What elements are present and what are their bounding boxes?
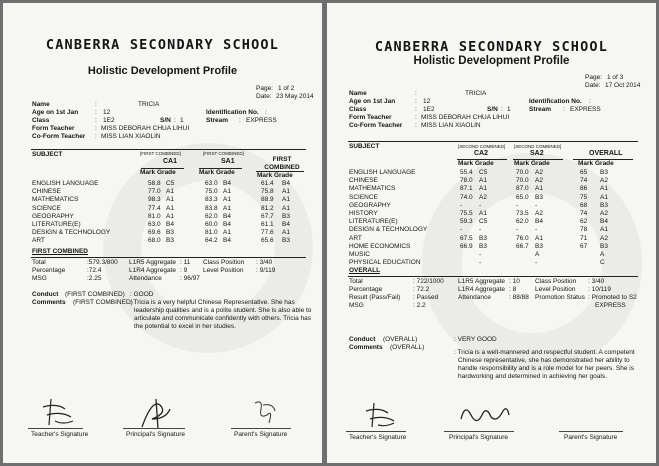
school-name: CANBERRA SECONDARY SCHOOL	[45, 37, 280, 53]
grade-cell: B3	[535, 193, 543, 201]
subject-name: SCIENCE	[349, 193, 378, 201]
teacher-signature-label: Teacher's Signature	[349, 434, 407, 441]
grade-cell: A1	[166, 188, 174, 196]
mark-cell: 78	[580, 226, 588, 234]
mark-cell: 70.0	[516, 177, 529, 185]
stream-value: EXPRESS	[246, 117, 277, 124]
class-value: 1E2	[103, 117, 115, 124]
age-colon: :	[95, 109, 97, 116]
grade-cell: B4	[223, 237, 231, 245]
subject-name: MUSIC	[349, 251, 370, 258]
grade-cell: B3	[535, 242, 543, 250]
grade-cell: B3	[166, 237, 174, 245]
grade-cell: B4	[600, 218, 608, 226]
principal-signature-mark	[455, 401, 515, 431]
mark-cell: 62.0	[516, 218, 529, 226]
l1r5-value: : 10	[509, 278, 520, 285]
sn-value: 1	[507, 106, 511, 113]
total-label: Total	[32, 259, 46, 266]
col-ca1: CA1	[163, 158, 178, 165]
subject-name: MATHEMATICS	[349, 185, 396, 193]
mark-cell: 75	[580, 193, 588, 201]
grade-cell: A1	[282, 196, 290, 204]
page-label: Page:	[585, 74, 602, 81]
mark-grade-first: Mark Grade	[257, 172, 293, 179]
mark-cell: 64.2	[205, 237, 218, 245]
age-label: Age on 1st Jan	[32, 109, 79, 116]
mark-cell: 69.6	[148, 229, 161, 237]
mark-cell: 67.5	[460, 234, 473, 242]
name-label: Name	[349, 90, 367, 97]
subject-header: SUBJECT	[349, 143, 380, 150]
subject-name: CHINESE	[32, 188, 61, 196]
mark-cell: 65	[580, 169, 588, 176]
grade-cell: A1	[223, 229, 231, 237]
grade-cell: B3	[479, 242, 487, 250]
class-colon: :	[95, 117, 97, 124]
grade-cell: A1	[479, 185, 487, 193]
mark-cell: 77.0	[148, 188, 161, 196]
grade-cell: B3	[282, 237, 290, 245]
form-teacher-value: MISS DEBORAH CHUA LIHUI	[101, 125, 190, 132]
comment-line: the potential to excel in her studies.	[134, 323, 236, 330]
mark-cell: 81.0	[148, 212, 161, 220]
col-sa1: SA1	[221, 158, 235, 165]
teacher-signature-mark	[364, 399, 404, 431]
comment-line: : Tricia is a very helpful Chinese Representative. She has	[130, 299, 295, 306]
conduct-tag: (OVERALL)	[383, 336, 418, 343]
subject-name: SCIENCE	[32, 204, 61, 212]
mark-cell: 61.1	[261, 221, 274, 228]
subject-name: PHYSICAL EDUCATION	[349, 259, 421, 267]
mark-cell: 66.9	[460, 242, 473, 250]
promotion-stream: EXPRESS	[595, 302, 626, 309]
subject-name: ENGLISH LANGUAGE	[349, 169, 416, 176]
grade-cell: B4	[223, 212, 231, 220]
mark-cell: 67.7	[261, 212, 274, 220]
mark-cell: 68.0	[148, 237, 161, 245]
form-teacher-label: Form Teacher	[32, 125, 75, 132]
mark-cell: 58.8	[148, 180, 161, 187]
mark-cell: 78.0	[460, 177, 473, 185]
l1r5-label: L1R5 Aggregate	[458, 278, 505, 285]
grade-cell: A2	[600, 210, 608, 217]
attendance-value: : 88/88	[509, 294, 529, 301]
mark-cell: 87.0	[516, 185, 529, 193]
col-first-combined: FIRST COMBINED	[264, 156, 300, 171]
msg-value: : 2.2	[413, 302, 426, 309]
comment-line: handle responsibility and is a role model for her peers. She is	[458, 365, 634, 372]
mark-cell: 81.0	[205, 229, 218, 237]
mark-cell: 59.3	[460, 218, 473, 226]
mark-cell: 74	[580, 177, 588, 185]
percentage-value: : 72.2	[413, 286, 430, 293]
subject-name: MATHEMATICS	[32, 196, 79, 204]
mark-grade-ca1: Mark Grade	[140, 169, 176, 176]
level-position-value: : 9/119	[256, 267, 276, 274]
percentage-value: :72.4	[87, 267, 102, 274]
grade-cell: A	[600, 251, 605, 258]
mark-cell: 66.7	[516, 242, 529, 250]
grade-cell: A1	[535, 185, 543, 193]
subject-name: HOME ECONOMICS	[349, 242, 411, 250]
mark-cell: -	[460, 201, 463, 209]
mark-cell: 71	[580, 234, 588, 242]
parent-signature-mark	[251, 397, 281, 427]
id-label: Identification No.	[529, 98, 582, 105]
class-value: 1E2	[423, 106, 435, 113]
age-value: 12	[103, 109, 111, 116]
stream-colon: :	[563, 106, 565, 113]
id-colon: :	[265, 109, 267, 116]
grade-cell: B4	[282, 221, 290, 228]
co-form-teacher-colon: :	[95, 133, 97, 140]
date-label: Date:	[256, 93, 272, 100]
sn-label: S/N	[487, 106, 498, 113]
percentage-label: Percentage	[349, 286, 383, 293]
subject-name: ENGLISH LANGUAGE	[32, 180, 99, 187]
mark-cell: 75.5	[460, 210, 473, 217]
grade-cell: A1	[600, 193, 608, 201]
grade-cell: -	[535, 226, 538, 234]
teacher-signature-label: Teacher's Signature	[31, 431, 89, 438]
l1r4-value: : 8	[509, 286, 517, 293]
mark-cell: 67	[580, 242, 588, 250]
comment-line: hardworking and determined in achieving her goals.	[458, 373, 607, 380]
stream-label: Stream	[206, 117, 229, 124]
mark-grade-sa1: Mark Grade	[199, 169, 235, 176]
comments-label: Comments	[349, 344, 383, 351]
class-position-label: Class Position	[535, 278, 577, 285]
parent-signature-label: Parent's Signature	[234, 431, 288, 438]
stream-label: Stream	[529, 106, 552, 113]
col-ca2: CA2	[474, 150, 489, 157]
grade-cell: A1	[223, 196, 231, 204]
subject-name: CHINESE	[349, 177, 378, 185]
grade-cell: A	[535, 251, 540, 258]
grade-cell: A2	[535, 169, 543, 176]
mark-cell: 75.8	[261, 188, 274, 196]
l1r5-label: L1R5 Aggregate	[129, 259, 176, 266]
mark-cell: -	[460, 226, 463, 234]
grade-cell: C5	[166, 180, 175, 187]
subject-header: SUBJECT	[32, 151, 63, 158]
name-colon: :	[415, 90, 417, 97]
school-name: CANBERRA SECONDARY SCHOOL	[374, 39, 609, 55]
conduct-value: : VERY GOOD	[454, 336, 497, 343]
mark-grade-ca2: Mark Grade	[458, 160, 494, 167]
grade-cell: -	[479, 259, 482, 267]
promotion-status-label: Promotion Status	[535, 294, 585, 301]
teacher-signature-mark	[41, 395, 81, 429]
name-label: Name	[32, 101, 50, 108]
mark-cell: 70.0	[516, 169, 529, 176]
conduct-label: Conduct	[349, 336, 376, 343]
mark-cell: -	[516, 201, 519, 209]
mark-cell: 76.0	[516, 234, 529, 242]
comments-tag: (OVERALL)	[390, 344, 425, 351]
comment-line: leadership qualities and is a polite student. She is also able to	[134, 307, 312, 314]
total-label: Total	[349, 278, 363, 285]
mark-cell: 63.0	[148, 221, 161, 228]
class-label: Class	[32, 117, 50, 124]
report-title: Holistic Development Profile	[413, 55, 570, 67]
id-colon: :	[589, 98, 591, 105]
class-position-label: Class Position	[203, 259, 245, 266]
grade-cell: A1	[479, 177, 487, 185]
promotion-status-value: : Promoted to S2	[588, 294, 637, 301]
grade-cell: B3	[600, 242, 608, 250]
grade-cell: A2	[535, 177, 543, 185]
grade-cell: A1	[282, 204, 290, 212]
mark-cell: 77.6	[261, 229, 274, 237]
grade-cell: A2	[600, 177, 608, 185]
sa2-tag: [SECOND COMBINED]	[514, 144, 562, 149]
stream-value: EXPRESS	[570, 106, 601, 113]
mark-cell: -	[516, 226, 519, 234]
mark-cell: 62.0	[205, 212, 218, 220]
class-colon: :	[415, 106, 417, 113]
comment-line: articulate and communicate confidently with others. Tricia has	[134, 315, 312, 322]
mark-cell: 61.4	[261, 180, 274, 187]
principal-signature-label: Principal's Signature	[449, 434, 509, 441]
mark-cell: 62	[580, 218, 588, 226]
result-value: : Passed	[413, 294, 439, 301]
mark-cell: 60.0	[205, 221, 218, 228]
grade-cell: A1	[600, 185, 608, 193]
result-label: Result (Pass/Fail)	[349, 294, 401, 301]
mark-cell: 68	[580, 201, 588, 209]
age-colon: :	[415, 98, 417, 105]
level-position-label: Level Position	[203, 267, 244, 274]
mark-cell: 75.0	[205, 188, 218, 196]
subject-name: LITERATURE(E)	[349, 218, 398, 226]
grade-cell: A1	[600, 226, 608, 234]
mark-cell: 83.8	[205, 204, 218, 212]
ca2-tag: [SECOND COMBINED]	[458, 144, 506, 149]
grade-cell: B3	[600, 201, 608, 209]
grade-cell: B4	[535, 218, 543, 226]
total-value: : 722/1000	[413, 278, 444, 285]
grade-cell: A2	[600, 234, 608, 242]
conduct-tag: (FIRST COMBINED)	[65, 291, 125, 298]
msg-value: :2.25	[87, 275, 102, 282]
grade-cell: B4	[282, 180, 290, 187]
date-label: Date:	[585, 82, 601, 89]
page-number: 1 of 2	[278, 85, 295, 92]
grade-cell: B3	[282, 212, 290, 220]
grade-cell: B4	[166, 221, 174, 228]
conduct-value: : GOOD	[130, 291, 154, 298]
mark-cell: 86	[580, 185, 588, 193]
grade-cell: A1	[282, 188, 290, 196]
report-date: 17 Oct 2014	[605, 82, 641, 89]
form-teacher-label: Form Teacher	[349, 114, 392, 121]
grade-cell: A1	[282, 229, 290, 237]
attendance-label: Attendance	[458, 294, 491, 301]
mark-cell: 87.1	[460, 185, 473, 193]
grade-cell: A1	[166, 212, 174, 220]
subject-name: ART	[32, 237, 45, 245]
grade-cell: B4	[223, 221, 231, 228]
ca1-tag: [FIRST COMBINED]	[140, 151, 181, 156]
name-colon: :	[95, 101, 97, 108]
grade-cell: C	[600, 259, 605, 267]
class-position-value: : 3/40	[588, 278, 605, 285]
grade-cell: A1	[166, 204, 174, 212]
co-form-teacher-colon: :	[415, 122, 417, 129]
form-teacher-colon: :	[95, 125, 97, 132]
mark-cell: 88.9	[261, 196, 274, 204]
percentage-label: Percentage	[32, 267, 66, 274]
form-teacher-value: MISS DEBORAH CHUA LIHUI	[421, 114, 510, 121]
grade-cell: -	[535, 201, 538, 209]
mark-cell: 98.3	[148, 196, 161, 204]
mark-cell: 73.5	[516, 210, 529, 217]
page-number: 1 of 3	[607, 74, 624, 81]
report-page-1	[3, 3, 322, 463]
principal-signature-label: Principal's Signature	[126, 431, 186, 438]
grade-cell: A1	[223, 204, 231, 212]
class-label: Class	[349, 106, 367, 113]
mark-cell: 63.0	[205, 180, 218, 187]
grade-cell: A2	[479, 193, 487, 201]
class-position-value: : 3/40	[256, 259, 273, 266]
mark-cell: 74	[580, 210, 588, 217]
l1r4-value: : 9	[180, 267, 188, 274]
student-name: TRICIA	[138, 101, 160, 108]
msg-label: MSG	[32, 275, 47, 282]
stream-colon: :	[239, 117, 241, 124]
attendance-label: Attendance	[129, 275, 162, 282]
principal-signature-mark	[138, 395, 178, 431]
comment-line: : Tricia is a well-mannered and respectful student. A competent	[454, 349, 635, 356]
sn-label: S/N	[160, 117, 171, 124]
grade-cell: B4	[223, 180, 231, 187]
co-form-teacher-value: MISS LIAN XIAOLIN	[421, 122, 481, 129]
page-label: Page:	[256, 85, 273, 92]
mark-cell: 81.2	[261, 204, 274, 212]
subject-name: DESIGN & TECHNOLOGY	[349, 226, 428, 234]
grade-cell: -	[479, 226, 482, 234]
parent-signature-label: Parent's Signature	[564, 434, 618, 441]
summary-header: OVERALL	[349, 267, 381, 274]
mark-cell: 83.3	[205, 196, 218, 204]
msg-label: MSG	[349, 302, 364, 309]
age-value: 12	[423, 98, 431, 105]
grade-cell: B3	[166, 229, 174, 237]
mark-cell: 55.4	[460, 169, 473, 176]
mark-cell: 74.0	[460, 193, 473, 201]
grade-cell: B3	[600, 169, 608, 176]
subject-name: GEOGRAPHY	[32, 212, 74, 220]
l1r5-value: : 11	[180, 259, 191, 266]
l1r4-label: L1R4 Aggregate	[129, 267, 176, 274]
mark-cell: 77.4	[148, 204, 161, 212]
grade-cell: -	[479, 251, 482, 258]
grade-cell: A2	[535, 210, 543, 217]
mark-grade-overall: Mark Grade	[578, 160, 614, 167]
level-position-value: : 10/119	[588, 286, 612, 293]
grade-cell: B3	[479, 234, 487, 242]
report-title: Holistic Development Profile	[87, 65, 238, 77]
subject-name: HISTORY	[349, 210, 378, 217]
grade-cell: C5	[479, 218, 488, 226]
grade-cell: -	[535, 259, 538, 267]
col-sa2: SA2	[530, 150, 544, 157]
attendance-value: : 96/97	[180, 275, 200, 282]
student-name: TRICIA	[465, 90, 487, 97]
form-teacher-colon: :	[415, 114, 417, 121]
comment-line: Chinese representative, she has demonstrated her ability to	[458, 357, 630, 364]
comments-tag: (FIRST COMBINED)	[73, 299, 133, 306]
sn-value: 1	[180, 117, 184, 124]
id-label: Identification No.	[206, 109, 259, 116]
grade-cell: C5	[479, 169, 488, 176]
conduct-label: Conduct	[32, 291, 59, 298]
subject-name: ART	[349, 234, 362, 242]
level-position-label: Level Position	[535, 286, 576, 293]
co-form-teacher-label: Co-Form Teacher	[32, 133, 86, 140]
co-form-teacher-value: MISS LIAN XIAOLIN	[101, 133, 161, 140]
subject-name: LITERATURE(E)	[32, 221, 81, 228]
summary-header: FIRST COMBINED	[32, 248, 88, 255]
co-form-teacher-label: Co-Form Teacher	[349, 122, 403, 129]
total-value: :579.3/800	[87, 259, 118, 266]
report-page-2	[327, 3, 656, 463]
subject-name: GEOGRAPHY	[349, 201, 391, 209]
sn-colon: :	[174, 117, 176, 124]
l1r4-label: L1R4 Aggregate	[458, 286, 505, 293]
grade-cell: A1	[223, 188, 231, 196]
sa1-tag: [FIRST COMBINED]	[203, 151, 244, 156]
age-label: Age on 1st Jan	[349, 98, 396, 105]
grade-cell: -	[479, 201, 482, 209]
mark-cell: 65.6	[261, 237, 274, 245]
subject-name: DESIGN & TECHNOLOGY	[32, 229, 111, 237]
mark-cell: 65.0	[516, 193, 529, 201]
col-overall: OVERALL	[589, 150, 623, 157]
grade-cell: A1	[166, 196, 174, 204]
comments-label: Comments	[32, 299, 66, 306]
sn-colon: :	[501, 106, 503, 113]
report-date: 23 May 2014	[276, 93, 314, 100]
grade-cell: A1	[479, 210, 487, 217]
mark-grade-sa2: Mark Grade	[514, 160, 550, 167]
grade-cell: A1	[535, 234, 543, 242]
